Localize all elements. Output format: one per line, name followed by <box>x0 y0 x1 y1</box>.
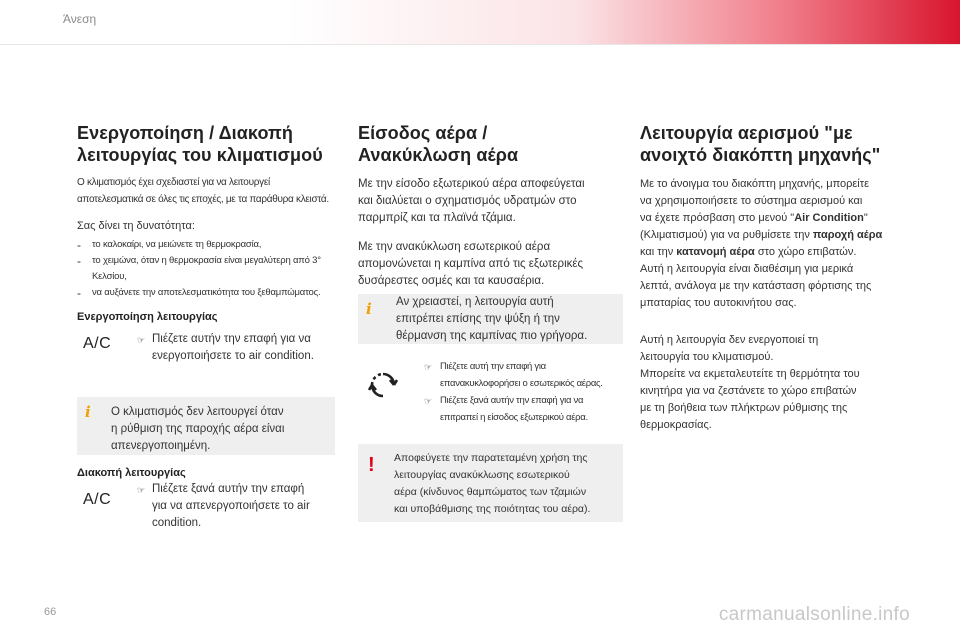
ac-off-instruction: ☞ Πιέζετε ξανά αυτήν την επαφή για να απενεργοποιήσετε το air condition. <box>137 483 310 529</box>
page-number: 66 <box>44 606 57 618</box>
ventilation-p2: Αυτή η λειτουργία δεν ενεργοποιεί τη λειτουργία του κλιματισμού. Μπορείτε να εκμεταλευτείτε τη θερμότητα του κινητήρα για να ζεστάνετε το χώρο επιβατών με τη βοήθεια των πλήκτρων ρύθμισης της θερμοκρασίας. <box>640 334 860 431</box>
ac-benefits-list <box>77 237 342 301</box>
ac-gives-label: Σας δίνει τη δυνατότητα: <box>77 220 195 232</box>
ac-info-text: Ο κλιματισμός δεν λειτουργεί όταν η ρύθμιση της παροχής αέρα είναι απενεργοποιημένη. <box>111 406 285 452</box>
column-ventilation <box>640 122 915 434</box>
list-item: - το χειμώνα, όταν η θερμοκρασία είναι μεγαλύτερη από 3° Κελσίου, <box>77 253 342 285</box>
air-intake-info-text: Αν χρειαστεί, η λειτουργία αυτή επιτρέπει επίσης την ψύξη ή την θέρμανση της καμπίνας πιο γρήγορα. <box>396 296 588 342</box>
column-air-intake <box>358 122 623 522</box>
air-intake-p1: Με την είσοδο εξωτερικού αέρα αποφεύγεται και διαλύεται ο σχηματισμός υδρατμών στο παρμπρίζ και τα πλαϊνά τζάμια. <box>358 178 585 224</box>
air-intake-info-box <box>358 294 623 344</box>
ac-info-box <box>77 397 335 455</box>
ac-intro: Ο κλιματισμός έχει σχεδιαστεί για να λειτουργεί αποτελεσματικά σε όλες τις εποχές, με τα παράθυρα κλειστά. <box>77 177 329 205</box>
list-item: - να αυξάνετε την αποτελεσματικότητα του ξεθαμπώματος. <box>77 285 342 301</box>
air-intake-p2: Με την ανακύκλωση εσωτερικού αέρα απομονώνεται η καμπίνα από τις εξωτερικές δυσάρεστες οσμές και τα καυσαέρια. <box>358 241 584 287</box>
header-divider <box>0 44 960 45</box>
recirculation-icon[interactable] <box>368 370 398 400</box>
recirculation-row <box>358 358 623 434</box>
air-intake-title: Είσοδος αέρα / Ανακύκλωση αέρα <box>358 123 519 165</box>
ac-on-instruction: ☞ Πιέζετε αυτήν την επαφή για να ενεργοποιήσετε το air condition. <box>137 333 314 362</box>
ac-on-row <box>77 331 342 381</box>
ventilation-title: Λειτουργία αερισμού "με ανοιχτό διακόπτη μηχανής" <box>640 123 881 165</box>
ac-button[interactable]: A/C <box>83 491 112 508</box>
info-icon: i <box>85 403 91 421</box>
recirculation-instructions: ☞ Πιέζετε αυτή την επαφή για επανακυκλοφορήσει ο εσωτερικός αέρας. ☞ Πιέζετε ξανά αυτήν την επαφή για να επιτραπεί η είσοδος εξωτερικού αέρα. <box>424 361 603 423</box>
column-ac-on-off <box>77 122 342 531</box>
ac-off-heading: Διακοπή λειτουργίας <box>77 467 186 479</box>
list-item: - το καλοκαίρι, να μειώνετε τη θερμοκρασία, <box>77 237 342 253</box>
pointing-hand-icon: ☞ <box>137 335 146 345</box>
pointing-hand-icon: ☞ <box>424 362 432 372</box>
menu-name: Air Condition <box>794 212 864 224</box>
section-title: Άνεση <box>63 12 97 26</box>
pointing-hand-icon: ☞ <box>137 485 146 495</box>
ac-off-row <box>77 481 342 531</box>
pointing-hand-icon: ☞ <box>424 396 432 406</box>
watermark: carmanualsonline.info <box>718 604 910 625</box>
ac-on-heading: Ενεργοποίηση λειτουργίας <box>77 311 218 323</box>
info-icon: i <box>366 300 372 318</box>
header-bar <box>0 0 960 44</box>
ac-section-title: Ενεργοποίηση / Διακοπή λειτουργίας του κλιματισμού <box>77 123 323 165</box>
ac-button[interactable]: A/C <box>83 335 112 352</box>
recirculation-warning-text: Αποφεύγετε την παρατεταμένη χρήση της λειτουργίας ανακύκλωσης εσωτερικού αέρα (κίνδυνος θαμπώματος των τζαμιών και υποβάθμισης της ποιότητας του αέρα). <box>394 452 591 515</box>
warning-icon: ! <box>368 454 375 476</box>
ventilation-p1: Με το άνοιγμα του διακόπτη μηχανής, μπορείτε να χρησιμοποιήσετε το σύστημα αερισμού και να έχετε πρόσβαση στο μενού "Air Condition" (Κλιματισμού) για να ρυθμίσετε την παροχή αέρα και την κατανομή αέρα στο χώρο επιβατών. Αυτή η λειτουργία είναι διαθέσιμη για μερικά λεπτά, ανάλογα με την κατάσταση φόρτισης της μπαταρίας του αυτοκινήτου σας. <box>640 178 883 309</box>
recirculation-warning-box <box>358 444 623 522</box>
